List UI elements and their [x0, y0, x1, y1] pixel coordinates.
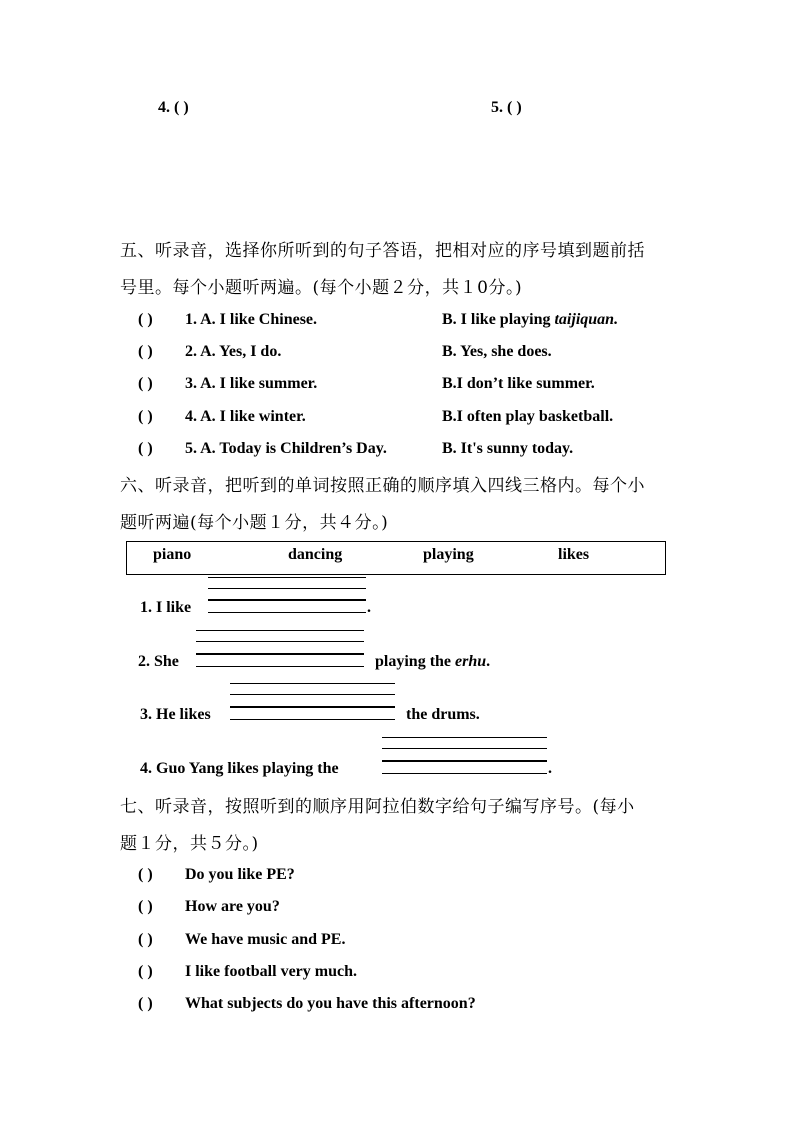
word-bank-playing: playing	[423, 546, 474, 563]
s5-q4-option-a: 4. A. I like winter.	[185, 408, 306, 425]
s5-q5-bracket[interactable]: ( )	[138, 440, 153, 457]
s7-row2-bracket[interactable]: ( )	[138, 898, 153, 915]
s6-q3-line-4	[230, 719, 395, 720]
s5-q4-option-b: B.I often play basketball.	[442, 408, 614, 425]
s5-q3-option-a: 3. A. I like summer.	[185, 375, 318, 392]
section6-title-line1: 六、听录音，把听到的单词按照正确的顺序填入四线三格内。每个小	[120, 476, 645, 496]
s6-q2-line-1	[196, 630, 364, 631]
s5-q3-bracket[interactable]: ( )	[138, 375, 153, 392]
s6-q4-line-4	[382, 773, 547, 774]
s6-q3-prefix: 3. He likes	[140, 706, 211, 723]
s5-q2-option-a: 2. A. Yes, I do.	[185, 343, 282, 360]
s6-q1-suffix: .	[367, 599, 371, 616]
section7-title-line1: 七、听录音，按照听到的顺序用阿拉伯数字给句子编写序号。(每小	[120, 797, 635, 817]
s5-q5-option-b: B. It's sunny today.	[442, 440, 574, 457]
s6-q4-prefix: 4. Guo Yang likes playing the	[140, 760, 339, 777]
s6-q3-line-2	[230, 694, 395, 695]
s5-q1-bracket[interactable]: ( )	[138, 311, 153, 328]
s6-q2-suffix-period: .	[486, 653, 491, 670]
s5-q5-option-a: 5. A. Today is Children’s Day.	[185, 440, 387, 457]
s6-q1-line-1	[208, 577, 366, 578]
item-4: 4. ( )	[158, 99, 189, 116]
s7-row1-bracket[interactable]: ( )	[138, 866, 153, 883]
word-bank-likes: likes	[558, 546, 590, 563]
s6-q4-line-2	[382, 748, 547, 749]
word-bank-dancing: dancing	[288, 546, 343, 563]
s6-q1-line-2	[208, 588, 366, 589]
s6-q1-line-3	[208, 599, 366, 601]
s7-row5-bracket[interactable]: ( )	[138, 995, 153, 1012]
s6-q4-line-1	[382, 737, 547, 738]
word-bank-box	[126, 541, 666, 575]
s5-q4-bracket[interactable]: ( )	[138, 408, 153, 425]
s5-q3-option-b: B.I don’t like summer.	[442, 375, 595, 392]
s5-q1-option-a: 1. A. I like Chinese.	[185, 311, 318, 328]
s6-q2-suffix-text: playing the	[375, 653, 456, 670]
s5-q2-bracket[interactable]: ( )	[138, 343, 153, 360]
s6-q2-suffix	[375, 653, 490, 671]
s7-row4-bracket[interactable]: ( )	[138, 963, 153, 980]
s6-q1-line-4	[208, 612, 366, 613]
section5-title-line2: 号里。每个小题听两遍。(每个小题２分，共１0分。)	[120, 278, 523, 298]
s6-q2-line-3	[196, 653, 364, 655]
s6-q2-line-4	[196, 666, 364, 667]
s7-row4-text: I like football very much.	[185, 963, 357, 980]
s7-row3-text: We have music and PE.	[185, 931, 346, 948]
s5-q1-option-b	[442, 311, 618, 329]
s6-q2-prefix: 2. She	[138, 653, 179, 670]
s5-q1-option-b-italic: taijiquan.	[554, 311, 619, 328]
s7-row2-text: How are you?	[185, 898, 280, 915]
s6-q4-suffix: .	[548, 760, 552, 777]
s6-q1-prefix: 1. I like	[140, 599, 192, 616]
s6-q3-line-1	[230, 683, 395, 684]
s6-q2-line-2	[196, 641, 364, 642]
section7-title-line2: 题１分，共５分。)	[120, 834, 259, 854]
s6-q3-suffix: the drums.	[406, 706, 480, 723]
s6-q4-line-3	[382, 760, 547, 762]
word-bank-piano: piano	[153, 546, 192, 563]
section5-title-line1: 五、听录音，选择你所听到的句子答语，把相对应的序号填到题前括	[120, 241, 645, 261]
s7-row1-text: Do you like PE?	[185, 866, 295, 883]
s5-q1-option-b-text: B. I like playing	[442, 311, 555, 328]
s6-q3-line-3	[230, 706, 395, 708]
s7-row3-bracket[interactable]: ( )	[138, 931, 153, 948]
s5-q2-option-b: B. Yes, she does.	[442, 343, 552, 360]
s7-row5-text: What subjects do you have this afternoon?	[185, 995, 476, 1012]
section6-title-line2: 题听两遍(每个小题１分，共４分。)	[120, 513, 389, 533]
s6-q2-suffix-italic: erhu	[455, 653, 487, 670]
item-5: 5. ( )	[491, 99, 522, 116]
